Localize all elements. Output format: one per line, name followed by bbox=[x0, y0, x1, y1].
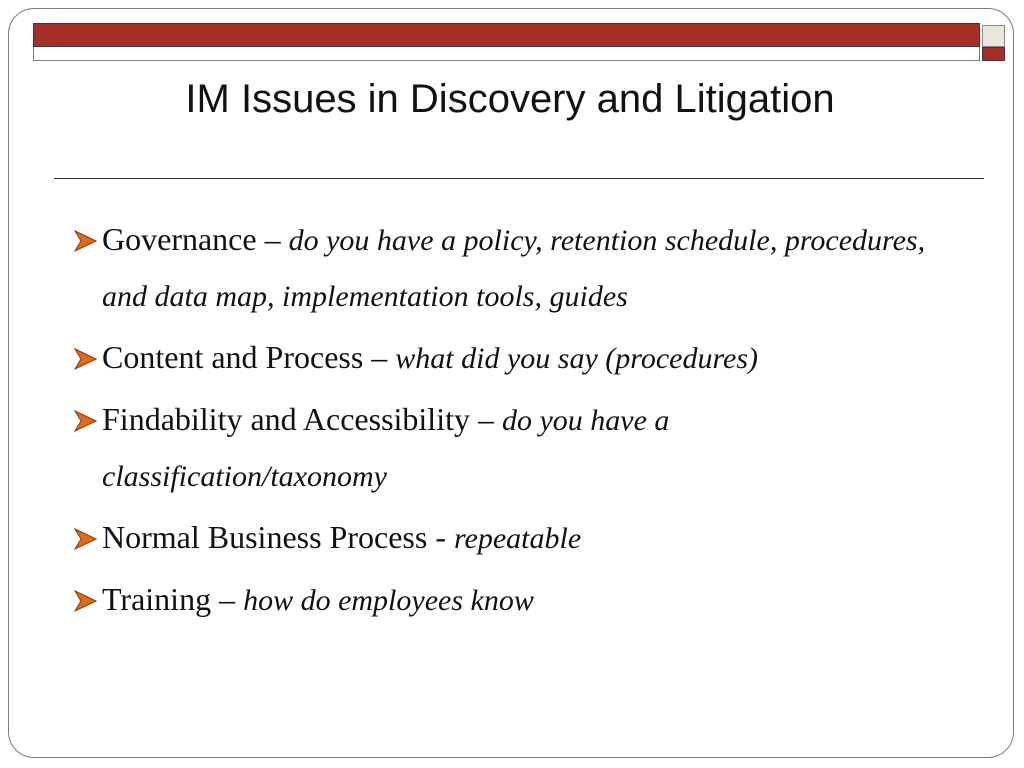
bullet-term: Content and Process bbox=[102, 339, 364, 375]
bullet-description: do you have a classification/taxonomy bbox=[102, 404, 670, 493]
bullet-separator: - bbox=[427, 519, 454, 555]
bullet-item-content-and-process bbox=[72, 330, 952, 386]
corner-square-red bbox=[982, 47, 1005, 61]
arrow-bullet-icon bbox=[72, 409, 100, 433]
arrow-bullet-icon bbox=[72, 589, 100, 613]
bullet-item-findability bbox=[72, 392, 952, 504]
bullet-item-training bbox=[72, 572, 952, 628]
bullet-separator: – bbox=[469, 401, 502, 437]
bullet-separator: – bbox=[363, 339, 396, 375]
bullet-description: how do employees know bbox=[243, 584, 534, 617]
bullet-description: repeatable bbox=[453, 522, 582, 555]
bullet-list bbox=[72, 212, 952, 634]
title-divider bbox=[54, 178, 984, 179]
bullet-separator: – bbox=[256, 221, 289, 257]
arrow-bullet-icon bbox=[72, 347, 100, 371]
top-accent-bar bbox=[33, 23, 980, 47]
bullet-item-governance bbox=[72, 212, 952, 324]
arrow-bullet-icon bbox=[72, 229, 100, 253]
bullet-separator: – bbox=[211, 581, 244, 617]
bullet-description: what did you say (procedures) bbox=[395, 342, 759, 375]
bullet-term: Findability and Accessibility bbox=[102, 401, 470, 437]
bullet-term: Training bbox=[102, 581, 212, 617]
corner-square-light bbox=[982, 25, 1005, 47]
slide-title: IM Issues in Discovery and Litigation bbox=[185, 77, 835, 121]
bullet-term: Governance bbox=[102, 221, 257, 257]
arrow-bullet-icon bbox=[72, 527, 100, 551]
top-accent-bar-underline bbox=[33, 47, 980, 61]
bullet-item-normal-business-process bbox=[72, 510, 952, 566]
bullet-description: do you have a policy, retention schedule, procedures, and data map, implementation tools, guides bbox=[102, 224, 926, 313]
bullet-term: Normal Business Process bbox=[102, 519, 428, 555]
